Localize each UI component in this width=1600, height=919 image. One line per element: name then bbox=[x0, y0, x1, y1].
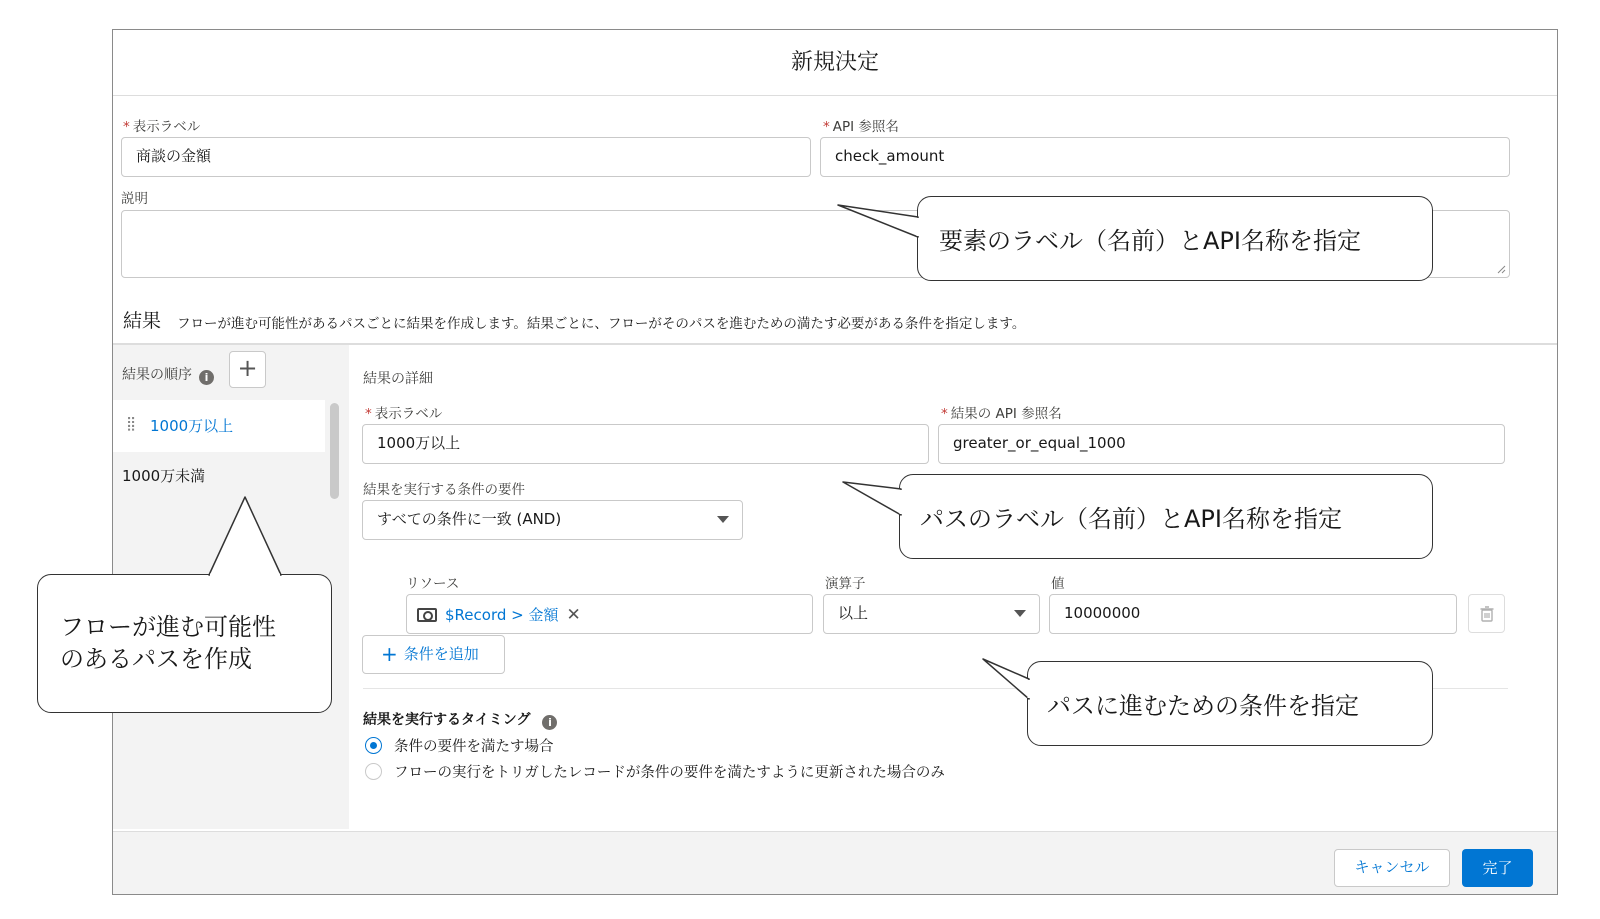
label-input[interactable]: 商談の金額 bbox=[121, 137, 811, 177]
value-label: 値 bbox=[1051, 576, 1065, 592]
radio-button[interactable] bbox=[365, 737, 382, 754]
drag-handle-icon[interactable]: ⣿ bbox=[126, 416, 135, 432]
results-title: 結果 bbox=[123, 310, 162, 332]
cancel-button[interactable]: キャンセル bbox=[1334, 849, 1450, 887]
new-decision-modal bbox=[112, 29, 1558, 895]
modal-title: 新規決定 bbox=[790, 50, 879, 75]
value-input[interactable]: 10000000 bbox=[1049, 594, 1457, 634]
callout-tail bbox=[843, 479, 905, 521]
timing-option-conditions-met[interactable]: 条件の要件を満たす場合 bbox=[365, 735, 554, 756]
results-description: フローが進む可能性があるパスごとに結果を作成します。結果ごとに、フローがそのパスを進むための満たす必要がある条件を指定します。 bbox=[177, 316, 1026, 332]
timing-option-record-updated[interactable]: フローの実行をトリガしたレコードが条件の要件を満たすように更新された場合のみ bbox=[365, 761, 945, 782]
outcome-detail-panel bbox=[349, 345, 1556, 829]
outcome-item-selected[interactable] bbox=[113, 400, 325, 452]
api-name-field-label: * API 参照名 bbox=[823, 119, 899, 135]
outcome-label-input[interactable]: 1000万以上 bbox=[362, 424, 929, 464]
condition-requirement-select[interactable]: すべての条件に一致 (AND) bbox=[362, 500, 743, 540]
scrollbar[interactable] bbox=[330, 403, 339, 499]
callout-create-path: フローが進む可能性 のあるパスを作成 bbox=[37, 574, 332, 713]
callout-tail bbox=[838, 203, 923, 243]
add-outcome-button[interactable]: + bbox=[229, 351, 266, 388]
outcome-label-field-label: * 表示ラベル bbox=[365, 406, 443, 422]
outcome-label: 1000万以上 bbox=[150, 417, 234, 435]
modal-footer bbox=[113, 831, 1557, 894]
resource-label: リソース bbox=[406, 576, 460, 592]
resize-grip-icon[interactable] bbox=[1496, 264, 1506, 274]
condition-requirement-label: 結果を実行する条件の要件 bbox=[363, 482, 525, 498]
radio-button[interactable] bbox=[365, 763, 382, 780]
callout-path-condition: パスに進むための条件を指定 bbox=[1027, 661, 1433, 746]
description-label: 説明 bbox=[121, 191, 148, 207]
callout-tail bbox=[205, 495, 285, 579]
timing-title: 結果を実行するタイミング i bbox=[363, 709, 557, 730]
outcome-api-name-label: * 結果の API 参照名 bbox=[941, 406, 1062, 422]
resource-combobox[interactable] bbox=[406, 594, 813, 634]
resource-pill[interactable]: $Record > 金額 ✕ bbox=[413, 603, 585, 627]
trash-icon bbox=[1480, 606, 1494, 622]
modal-header bbox=[113, 30, 1557, 96]
callout-path-label-api: パスのラベル（名前）とAPI名称を指定 bbox=[899, 474, 1433, 559]
plus-icon: + bbox=[381, 642, 398, 666]
outcome-item[interactable]: 1000万未満 bbox=[122, 467, 206, 485]
api-name-input[interactable]: check_amount bbox=[820, 137, 1510, 177]
info-icon[interactable]: i bbox=[542, 715, 557, 730]
operator-label: 演算子 bbox=[825, 576, 866, 592]
chevron-down-icon bbox=[717, 516, 729, 523]
callout-tail bbox=[983, 657, 1033, 703]
callout-label-api: 要素のラベル（名前）とAPI名称を指定 bbox=[917, 196, 1433, 281]
label-field-label: * 表示ラベル bbox=[123, 119, 201, 135]
done-button[interactable]: 完了 bbox=[1462, 849, 1533, 887]
info-icon[interactable]: i bbox=[199, 370, 214, 385]
delete-condition-button[interactable] bbox=[1468, 594, 1505, 633]
outcome-order-label: 結果の順序 i bbox=[122, 364, 214, 385]
outcome-api-name-input[interactable]: greater_or_equal_1000 bbox=[938, 424, 1505, 464]
currency-icon bbox=[417, 608, 437, 622]
detail-section-title: 結果の詳細 bbox=[363, 371, 433, 387]
chevron-down-icon bbox=[1014, 610, 1026, 617]
add-condition-button[interactable]: + 条件を追加 bbox=[362, 635, 505, 674]
operator-select[interactable]: 以上 bbox=[823, 594, 1040, 634]
close-icon[interactable]: ✕ bbox=[566, 604, 581, 625]
